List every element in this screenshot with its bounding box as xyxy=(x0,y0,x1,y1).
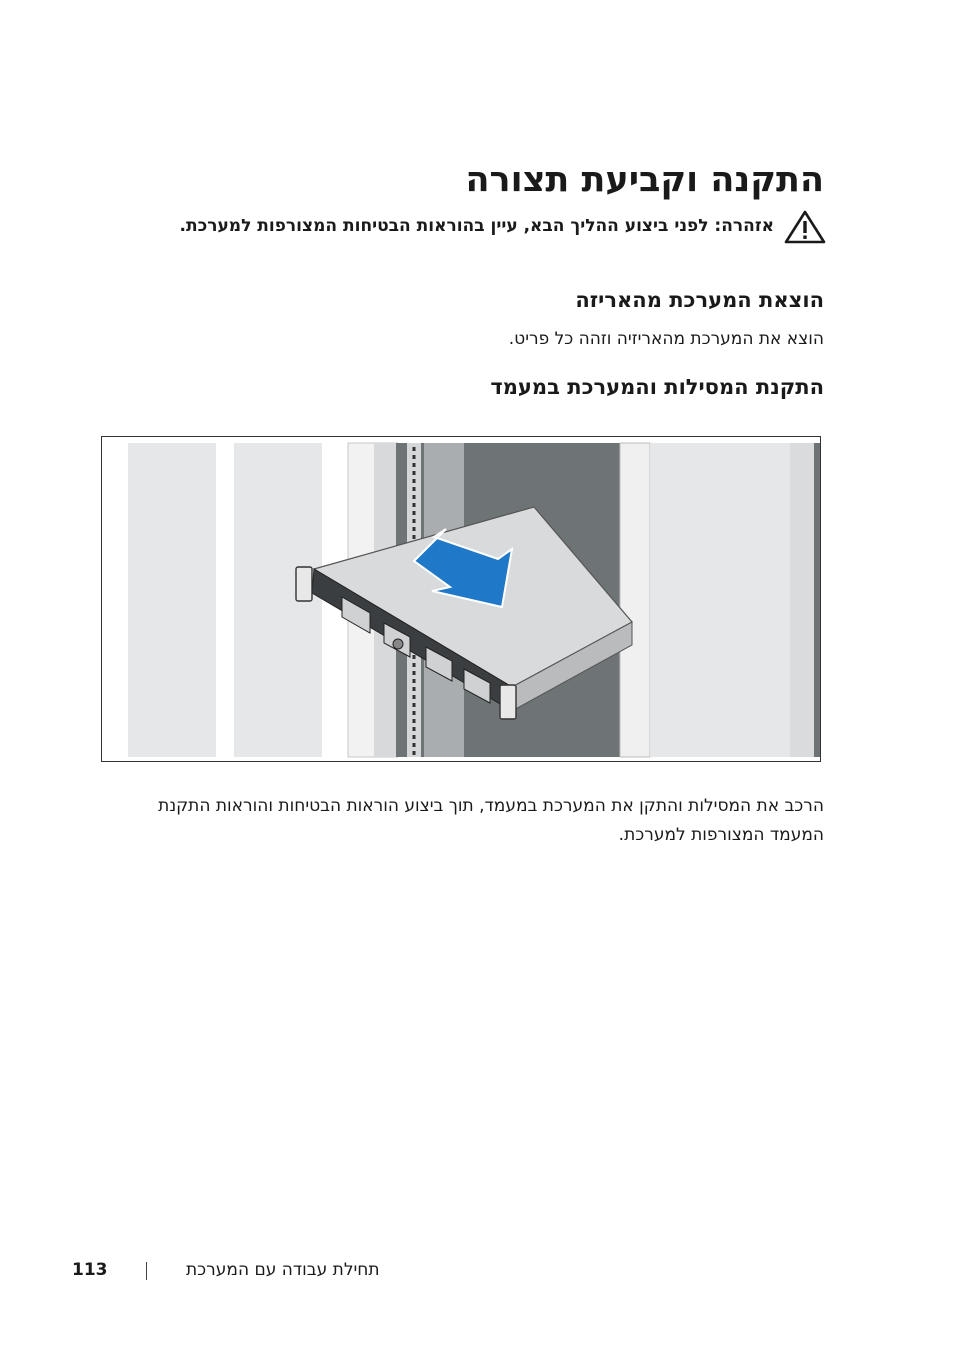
section-heading-rack-install: התקנת המסילות והמערכת במעמד xyxy=(490,375,824,399)
footer-divider xyxy=(146,1262,147,1280)
section-body-rack-install: הרכב את המסילות והתקן את המערכת במעמד, תוך ביצוע הוראות הבטיחות והוראות התקנת המעמד המצורפות למערכת. xyxy=(158,796,824,845)
footer-title: תחילת עבודה עם המערכת xyxy=(186,1260,380,1280)
rack-side-panel-left xyxy=(128,443,216,757)
section-body-unpacking: הוצא את המערכת מהאריזיה וזהה כל פריט. xyxy=(508,329,824,349)
warning-triangle-icon xyxy=(784,210,826,244)
rack-install-illustration xyxy=(101,436,821,762)
warning-label: אזהרה: xyxy=(714,216,774,236)
page-number: 113 xyxy=(72,1260,108,1280)
rack-server-drawing xyxy=(102,437,820,761)
section-heading-unpacking: הוצאת המערכת מהאריזה xyxy=(575,288,824,312)
warning-body: לפני ביצוע ההליך הבא, עיין בהוראות הבטיחות המצורפות למערכת. xyxy=(179,216,709,236)
warning-text xyxy=(114,212,774,240)
page-title: התקנה וקביעת תצורה xyxy=(465,160,824,200)
